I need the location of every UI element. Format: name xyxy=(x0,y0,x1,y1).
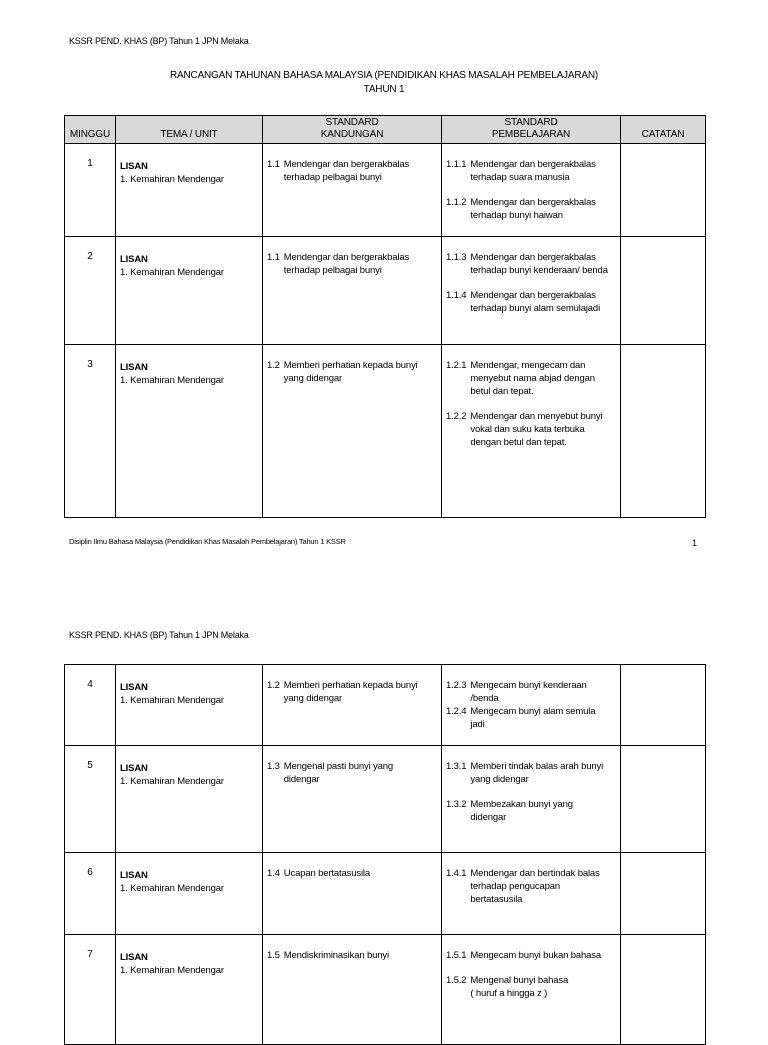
theme-title: LISAN xyxy=(120,763,148,774)
content-standard-item xyxy=(267,158,437,184)
theme-title: LISAN xyxy=(120,254,148,265)
table-row xyxy=(65,746,706,853)
column-header-minggu: MINGGU xyxy=(65,116,116,144)
week-cell: 5 xyxy=(65,746,116,853)
table-row xyxy=(65,144,706,237)
page-footer: Disiplin Ilmu Bahasa Malaysia (Pendidikan Khas Masalah Pembelajaran) Tahun 1 KSSR xyxy=(69,537,346,546)
content-standard-cell xyxy=(263,345,442,518)
theme-unit: 1. Kemahiran Mendengar xyxy=(120,375,224,386)
learning-standard-number: 1.5.1 xyxy=(446,950,467,961)
notes-cell xyxy=(621,746,706,853)
learning-standard-item xyxy=(446,289,616,315)
learning-standard-number: 1.3.1 xyxy=(446,761,467,772)
notes-cell xyxy=(621,935,706,1045)
content-standard-item xyxy=(267,949,437,962)
column-header-kandungan: STANDARD KANDUNGAN xyxy=(263,116,442,144)
learning-standard-cell xyxy=(442,665,621,746)
table-row xyxy=(65,935,706,1045)
column-header-pembelajaran: STANDARD PEMBELAJARAN xyxy=(442,116,621,144)
content-standard-number: 1.2 xyxy=(267,360,280,371)
learning-standard-number: 1.1.4 xyxy=(446,290,467,301)
content-standard-number: 1.2 xyxy=(267,680,280,691)
content-standard-text: Mendiskriminasikan bunyi xyxy=(283,950,389,961)
content-standard-text: Mendengar dan bergerakbalas terhadap pelbagai bunyi xyxy=(283,252,410,276)
theme-cell xyxy=(116,935,263,1045)
learning-standard-text: Mengecam bunyi bukan bahasa xyxy=(470,950,602,961)
learning-standard-text: Mendengar dan bergerakbalas terhadap suara manusia xyxy=(470,159,596,183)
theme-unit: 1. Kemahiran Mendengar xyxy=(120,965,224,976)
learning-standard-cell xyxy=(442,144,621,237)
column-header-tema: TEMA / UNIT xyxy=(116,116,263,144)
learning-standard-item xyxy=(446,158,616,184)
learning-standard-text: Mengecam bunyi alam semula jadi xyxy=(470,706,596,730)
content-standard-item xyxy=(267,679,437,705)
learning-standard-text: Mendengar dan bergerakbalas terhadap bunyi haiwan xyxy=(470,197,596,221)
learning-standard-item xyxy=(446,760,616,786)
learning-standard-item xyxy=(446,867,616,906)
yearly-plan-table xyxy=(64,115,706,518)
content-standard-number: 1.3 xyxy=(267,761,280,772)
content-standard-cell xyxy=(263,746,442,853)
learning-standard-cell xyxy=(442,237,621,345)
learning-standard-number: 1.2.3 xyxy=(446,680,467,691)
learning-standard-number: 1.2.4 xyxy=(446,706,467,717)
learning-standard-number: 1.1.1 xyxy=(446,159,467,170)
page-header-2: KSSR PEND. KHAS (BP) Tahun 1 JPN Melaka xyxy=(69,630,249,640)
theme-unit: 1. Kemahiran Mendengar xyxy=(120,267,224,278)
learning-standard-number: 1.1.3 xyxy=(446,252,467,263)
page-header: KSSR PEND. KHAS (BP) Tahun 1 JPN Melaka xyxy=(69,36,249,46)
content-standard-item xyxy=(267,359,437,385)
learning-standard-text: Mengenal bunyi bahasa ( huruf a hingga z ) xyxy=(470,975,569,999)
learning-standard-text: Mendengar dan bertindak balas terhadap pengucapan bertatasusila xyxy=(470,868,600,905)
content-standard-cell xyxy=(263,853,442,935)
learning-standard-text: Memberi tindak balas arah bunyi yang didengar xyxy=(470,761,604,785)
learning-standard-text: Mendengar dan menyebut bunyi vokal dan suku kata terbuka dengan betul dan tepat. xyxy=(470,411,603,448)
learning-standard-cell xyxy=(442,746,621,853)
learning-standard-item xyxy=(446,359,616,398)
learning-standard-text: Membezakan bunyi yang didengar xyxy=(470,799,573,823)
content-standard-text: Ucapan bertatasusila xyxy=(283,868,371,879)
content-standard-item xyxy=(267,251,437,277)
week-cell: 7 xyxy=(65,935,116,1045)
learning-standard-item xyxy=(446,705,616,731)
learning-standard-item xyxy=(446,410,616,449)
theme-cell xyxy=(116,345,263,518)
content-standard-text: Memberi perhatian kepada bunyi yang didengar xyxy=(283,360,418,384)
notes-cell xyxy=(621,345,706,518)
column-header-catatan: CATATAN xyxy=(621,116,706,144)
learning-standard-item xyxy=(446,679,616,705)
week-cell: 6 xyxy=(65,853,116,935)
theme-unit: 1. Kemahiran Mendengar xyxy=(120,883,224,894)
content-standard-number: 1.4 xyxy=(267,868,280,879)
content-standard-cell xyxy=(263,144,442,237)
table-row xyxy=(65,665,706,746)
theme-title: LISAN xyxy=(120,870,148,881)
learning-standard-cell xyxy=(442,345,621,518)
theme-cell xyxy=(116,237,263,345)
content-standard-number: 1.1 xyxy=(267,159,280,170)
notes-cell xyxy=(621,237,706,345)
document-subtitle: TAHUN 1 xyxy=(363,84,405,95)
content-standard-cell xyxy=(263,665,442,746)
content-standard-number: 1.1 xyxy=(267,252,280,263)
learning-standard-text: Mengecam bunyi kenderaan /benda xyxy=(470,680,587,704)
content-standard-cell xyxy=(263,935,442,1045)
learning-standard-item xyxy=(446,196,616,222)
notes-cell xyxy=(621,144,706,237)
learning-standard-cell xyxy=(442,853,621,935)
learning-standard-number: 1.5.2 xyxy=(446,975,467,986)
theme-cell xyxy=(116,853,263,935)
theme-cell xyxy=(116,144,263,237)
table-row xyxy=(65,345,706,518)
learning-standard-number: 1.4.1 xyxy=(446,868,467,879)
theme-title: LISAN xyxy=(120,161,148,172)
table-row xyxy=(65,237,706,345)
content-standard-item xyxy=(267,867,437,880)
learning-standard-item xyxy=(446,974,616,1000)
theme-title: LISAN xyxy=(120,952,148,963)
learning-standard-number: 1.3.2 xyxy=(446,799,467,810)
learning-standard-text: Mendengar dan bergerakbalas terhadap bunyi kenderaan/ benda xyxy=(470,252,608,276)
theme-unit: 1. Kemahiran Mendengar xyxy=(120,695,224,706)
theme-unit: 1. Kemahiran Mendengar xyxy=(120,776,224,787)
content-standard-item xyxy=(267,760,437,786)
notes-cell xyxy=(621,853,706,935)
content-standard-text: Mengenal pasti bunyi yang didengar xyxy=(283,761,394,785)
theme-unit: 1. Kemahiran Mendengar xyxy=(120,174,224,185)
learning-standard-number: 1.1.2 xyxy=(446,197,467,208)
content-standard-text: Mendengar dan bergerakbalas terhadap pelbagai bunyi xyxy=(283,159,410,183)
table-row xyxy=(65,853,706,935)
week-cell: 3 xyxy=(65,345,116,518)
learning-standard-item xyxy=(446,949,616,962)
learning-standard-text: Mendengar dan bergerakbalas terhadap bunyi alam semulajadi xyxy=(470,290,601,314)
theme-title: LISAN xyxy=(120,682,148,693)
learning-standard-item xyxy=(446,798,616,824)
content-standard-text: Memberi perhatian kepada bunyi yang didengar xyxy=(283,680,418,704)
theme-cell xyxy=(116,746,263,853)
week-cell: 1 xyxy=(65,144,116,237)
content-standard-cell xyxy=(263,237,442,345)
page-number: 1 xyxy=(692,538,698,548)
document-title: RANCANGAN TAHUNAN BAHASA MALAYSIA (PENDIDIKAN KHAS MASALAH PEMBELAJARAN) xyxy=(170,70,598,81)
theme-title: LISAN xyxy=(120,362,148,373)
week-cell: 4 xyxy=(65,665,116,746)
learning-standard-item xyxy=(446,251,616,277)
learning-standard-number: 1.2.1 xyxy=(446,360,467,371)
theme-cell xyxy=(116,665,263,746)
learning-standard-text: Mendengar, mengecam dan menyebut nama abjad dengan betul dan tepat. xyxy=(470,360,595,397)
content-standard-number: 1.5 xyxy=(267,950,280,961)
notes-cell xyxy=(621,665,706,746)
learning-standard-number: 1.2.2 xyxy=(446,411,467,422)
yearly-plan-table-continued xyxy=(64,664,706,1045)
week-cell: 2 xyxy=(65,237,116,345)
learning-standard-cell xyxy=(442,935,621,1045)
